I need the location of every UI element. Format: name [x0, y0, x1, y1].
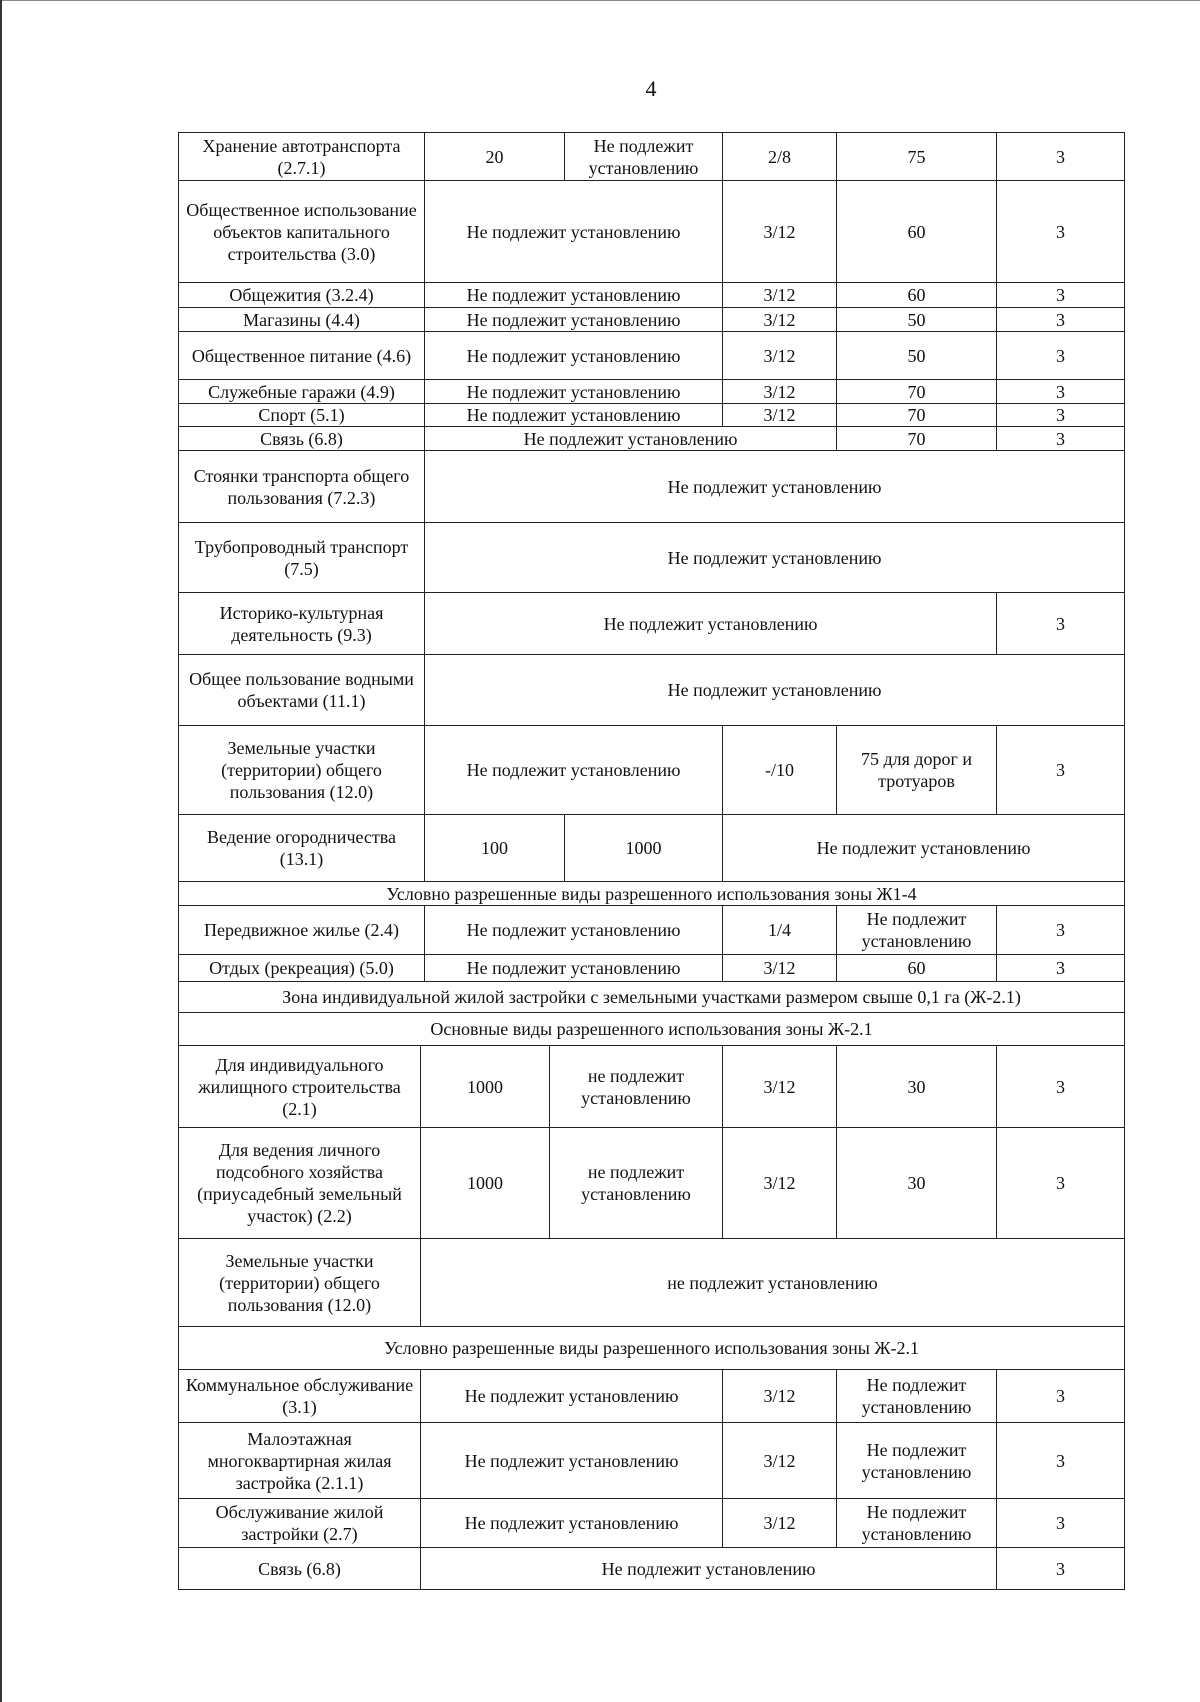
value-cell: 3/12	[723, 1046, 837, 1128]
value-cell: 3/12	[723, 1128, 837, 1239]
value-cell: 3	[997, 332, 1125, 380]
value-cell: 60	[837, 181, 997, 283]
table-row	[179, 1128, 1125, 1239]
section-header-row	[179, 1013, 1125, 1046]
value-cell: не подлежит установлению	[550, 1128, 723, 1239]
value-cell: Не подлежит установлению	[565, 133, 723, 181]
land-use-type-cell: Стоянки транспорта общего пользования (7.2.3)	[179, 451, 425, 523]
table-row	[179, 523, 1125, 593]
table-row	[179, 404, 1125, 427]
value-cell: 3	[997, 380, 1125, 404]
value-cell: 3/12	[723, 955, 837, 982]
land-use-type-cell: Обслуживание жилой застройки (2.7)	[179, 1499, 421, 1548]
value-cell: 3	[997, 283, 1125, 308]
value-cell: Не подлежит установлению	[425, 332, 723, 380]
value-cell: Не подлежит установлению	[837, 1370, 997, 1423]
value-cell: 1000	[421, 1128, 550, 1239]
section-header: Зона индивидуальной жилой застройки с земельными участками размером свыше 0,1 га (Ж-2.1)	[179, 982, 1125, 1013]
value-cell: не подлежит установлению	[421, 1239, 1125, 1327]
page-left-edge	[0, 0, 2, 1702]
value-cell: Не подлежит установлению	[421, 1548, 997, 1590]
land-use-type-cell: Для ведения личного подсобного хозяйства (приусадебный земельный участок) (2.2)	[179, 1128, 421, 1239]
value-cell: 50	[837, 332, 997, 380]
table-row	[179, 1046, 1125, 1128]
value-cell: Не подлежит установлению	[425, 283, 723, 308]
value-cell: 3	[997, 906, 1125, 955]
value-cell: Не подлежит установлению	[425, 380, 723, 404]
value-cell: 70	[837, 380, 997, 404]
value-cell: Не подлежит установлению	[425, 181, 723, 283]
land-use-type-cell: Коммунальное обслуживание (3.1)	[179, 1370, 421, 1423]
value-cell: 1000	[565, 815, 723, 882]
value-cell: 3	[997, 181, 1125, 283]
value-cell: 3	[997, 308, 1125, 332]
land-use-type-cell: Общежития (3.2.4)	[179, 283, 425, 308]
land-use-type-cell: Общее пользование водными объектами (11.1)	[179, 655, 425, 726]
table-row	[179, 181, 1125, 283]
section-header-row	[179, 1327, 1125, 1370]
value-cell: 70	[837, 404, 997, 427]
value-cell: Не подлежит установлению	[425, 593, 997, 655]
value-cell: Не подлежит установлению	[425, 427, 837, 451]
land-use-type-cell: Служебные гаражи (4.9)	[179, 380, 425, 404]
value-cell: 3	[997, 593, 1125, 655]
value-cell: 100	[425, 815, 565, 882]
value-cell: 3	[997, 1370, 1125, 1423]
value-cell: 3/12	[723, 1423, 837, 1499]
table-row	[179, 380, 1125, 404]
land-use-type-cell: Историко-культурная деятельность (9.3)	[179, 593, 425, 655]
value-cell: 3	[997, 1128, 1125, 1239]
value-cell: 3/12	[723, 1499, 837, 1548]
land-use-type-cell: Земельные участки (территории) общего пользования (12.0)	[179, 1239, 421, 1327]
value-cell: 3/12	[723, 404, 837, 427]
value-cell: 3	[997, 726, 1125, 815]
value-cell: 1000	[421, 1046, 550, 1128]
table-row	[179, 332, 1125, 380]
value-cell: 50	[837, 308, 997, 332]
value-cell: 3	[997, 404, 1125, 427]
land-use-type-cell: Магазины (4.4)	[179, 308, 425, 332]
value-cell: 3/12	[723, 181, 837, 283]
table-row	[179, 308, 1125, 332]
value-cell: 3/12	[723, 283, 837, 308]
land-use-type-cell: Трубопроводный транспорт (7.5)	[179, 523, 425, 593]
land-use-type-cell: Связь (6.8)	[179, 1548, 421, 1590]
section-header: Условно разрешенные виды разрешенного использования зоны Ж-2.1	[179, 1327, 1125, 1370]
value-cell: Не подлежит установлению	[837, 1499, 997, 1548]
land-use-type-cell: Малоэтажная многоквартирная жилая застройка (2.1.1)	[179, 1423, 421, 1499]
section-header-row	[179, 882, 1125, 906]
value-cell: 3	[997, 1499, 1125, 1548]
land-use-type-cell: Общественное использование объектов капитального строительства (3.0)	[179, 181, 425, 283]
land-use-type-cell: Земельные участки (территории) общего пользования (12.0)	[179, 726, 425, 815]
land-use-type-cell: Ведение огородничества (13.1)	[179, 815, 425, 882]
value-cell: 20	[425, 133, 565, 181]
table-row	[179, 1370, 1125, 1423]
zoning-table-part-2	[178, 981, 1125, 1590]
table-row	[179, 815, 1125, 882]
land-use-type-cell: Спорт (5.1)	[179, 404, 425, 427]
page-number: 4	[645, 76, 657, 101]
value-cell: Не подлежит установлению	[425, 906, 723, 955]
table-row	[179, 427, 1125, 451]
value-cell: 3	[997, 427, 1125, 451]
land-use-type-cell: Хранение автотранспорта (2.7.1)	[179, 133, 425, 181]
table-row	[179, 283, 1125, 308]
table-row	[179, 906, 1125, 955]
value-cell: не подлежит установлению	[550, 1046, 723, 1128]
value-cell: 60	[837, 283, 997, 308]
section-header: Основные виды разрешенного использования зоны Ж-2.1	[179, 1013, 1125, 1046]
table-row	[179, 1423, 1125, 1499]
value-cell: Не подлежит установлению	[421, 1499, 723, 1548]
page-top-edge	[0, 0, 1200, 1]
table-row	[179, 655, 1125, 726]
value-cell: Не подлежит установлению	[425, 655, 1125, 726]
value-cell: 30	[837, 1128, 997, 1239]
land-use-type-cell: Для индивидуального жилищного строительства (2.1)	[179, 1046, 421, 1128]
value-cell: 3	[997, 1548, 1125, 1590]
value-cell: 3/12	[723, 332, 837, 380]
value-cell: Не подлежит установлению	[425, 523, 1125, 593]
value-cell: 70	[837, 427, 997, 451]
value-cell: Не подлежит установлению	[837, 1423, 997, 1499]
section-header-row	[179, 982, 1125, 1013]
value-cell: Не подлежит установлению	[425, 308, 723, 332]
value-cell: -/10	[723, 726, 837, 815]
value-cell: Не подлежит установлению	[425, 451, 1125, 523]
table-row	[179, 451, 1125, 523]
value-cell: 75 для дорог и тротуаров	[837, 726, 997, 815]
land-use-type-cell: Отдых (рекреация) (5.0)	[179, 955, 425, 982]
value-cell: 3/12	[723, 308, 837, 332]
value-cell: 30	[837, 1046, 997, 1128]
value-cell: Не подлежит установлению	[421, 1423, 723, 1499]
land-use-type-cell: Общественное питание (4.6)	[179, 332, 425, 380]
table-row	[179, 1499, 1125, 1548]
value-cell: 3	[997, 1046, 1125, 1128]
table-row	[179, 133, 1125, 181]
land-use-type-cell: Передвижное жилье (2.4)	[179, 906, 425, 955]
value-cell: 3	[997, 133, 1125, 181]
value-cell: 3/12	[723, 1370, 837, 1423]
table-row	[179, 726, 1125, 815]
value-cell: Не подлежит установлению	[425, 404, 723, 427]
table-row	[179, 593, 1125, 655]
value-cell: 3	[997, 955, 1125, 982]
value-cell: 1/4	[723, 906, 837, 955]
value-cell: 75	[837, 133, 997, 181]
table-row	[179, 1548, 1125, 1590]
zoning-table-part-1	[178, 132, 1125, 982]
value-cell: 2/8	[723, 133, 837, 181]
table-row	[179, 1239, 1125, 1327]
value-cell: Не подлежит установлению	[425, 726, 723, 815]
section-header: Условно разрешенные виды разрешенного использования зоны Ж1-4	[179, 882, 1125, 906]
value-cell: Не подлежит установлению	[723, 815, 1125, 882]
value-cell: 3/12	[723, 380, 837, 404]
value-cell: Не подлежит установлению	[425, 955, 723, 982]
value-cell: 3	[997, 1423, 1125, 1499]
value-cell: Не подлежит установлению	[837, 906, 997, 955]
land-use-type-cell: Связь (6.8)	[179, 427, 425, 451]
value-cell: 60	[837, 955, 997, 982]
table-row	[179, 955, 1125, 982]
value-cell: Не подлежит установлению	[421, 1370, 723, 1423]
